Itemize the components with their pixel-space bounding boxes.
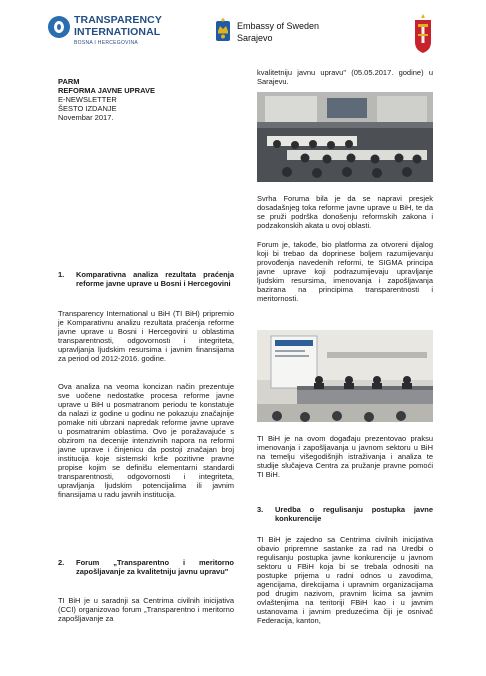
ti-name-line1: TRANSPARENCY <box>74 14 162 26</box>
section3-paragraph1: TI BiH je zajedno sa Centrima civilnih inicijativa obavio pripremne sastanke za rad na Uredbi o regulisanju postupka javne konkurencije u javnom sektoru u FBiH koja bi se trebala odnositi na postupke prijema u radni odnos u zavodima, agencijama, direkcijama i upravnim organizacijama pod drugim nazivom, pravnim licima sa javnim ovlaštenjima na teritoriji FBiH kao i u javnim ustanovama i javnim preduzećima čiji je osnivač Federacija, kanton, <box>257 535 433 625</box>
swedish-crown-icon <box>213 17 233 45</box>
ti-name <box>74 14 184 38</box>
ti-emblem-icon <box>48 16 70 38</box>
masthead-line4: ŠESTO IZDANJE <box>58 104 117 113</box>
transparency-international-logo <box>48 14 178 50</box>
section3-number: 3. <box>257 505 264 514</box>
section2-paragraph3: Forum je, takođe, bio platforma za otvoreni dijalog koji bi trebao da doprinese boljem razumijevanju provođenja navedenih reformi, te SIGMA principa javne uprave koji podrazumijevaju upravljanje ljudskim resursima, imenovanja i zapošljavanja bazirana na principima transparentnosti i meritornosti. <box>257 240 433 303</box>
masthead-line3: E-NEWSLETTER <box>58 95 117 104</box>
embassy-name: Embassy of Sweden <box>237 21 320 31</box>
embassy-city: Sarajevo <box>237 33 273 43</box>
ti-name-line2: INTERNATIONAL <box>74 26 161 38</box>
masthead-line2: REFORMA JAVNE UPRAVE <box>58 86 155 95</box>
forum-photo-audience <box>257 92 433 182</box>
embassy-of-sweden-logo <box>213 17 353 49</box>
section2-paragraph2: Svrha Foruma bila je da se napravi presjek dosadašnjeg toka reforme javne uprave u BiH, te da se pruži podrška donošenju reformskih zakona i podzakonskih akata u ovoj oblasti. <box>257 194 433 230</box>
section1-title: Komparativna analiza rezultata praćenja reforme javne uprave u Bosni i Hercegovini <box>76 270 234 288</box>
section2-paragraph1-continued: kvalitetniju javnu upravu" (05.05.2017. godine) u Sarajevu. <box>257 68 433 86</box>
section2-title: Forum „Transparentno i meritorno zapošljavanje za kvalitetniju javnu upravu" <box>76 558 234 576</box>
coat-of-arms-icon <box>412 14 434 54</box>
forum-photo-panel <box>257 330 433 422</box>
section1-number: 1. <box>58 270 65 279</box>
ti-subtitle: BOSNA I HERCEGOVINA <box>74 40 139 46</box>
masthead-date: Novembar 2017. <box>58 113 114 122</box>
section2-paragraph1: TI BiH je u saradnji sa Centrima civilnih inicijativa (CCI) organizovao forum „Transparentno i meritorno zapošljavanje za <box>58 596 234 623</box>
section3-title: Uredba o regulisanju postupka javne konkurencije <box>275 505 433 523</box>
section2-number: 2. <box>58 558 65 567</box>
section1-paragraph2: Ova analiza na veoma koncizan način prezentuje sve uočene nedostatke procesa reforme javne uprave u BiH u posmatranom periodu te konstatuje da nalazi iz godine u godinu ne pokazuju značajnije pomake niti ubrzani napredak reforme javne uprave u posmatranim oblastima. Ovo je poražavajuće s obzirom na decenije intenzivnih napora na reformi javne uprave i činjenicu da postoji značajan broj institucija koje sistemski kršе pozitivne pravne propise kojim se definišu elementarni standardi transparentnosti, odgovornosti i integriteta, upravljanja ljudskim potencijalima ili javnim finansijama u radu javnih institucija. <box>58 382 234 499</box>
masthead-line1: PARM <box>58 77 80 86</box>
section1-paragraph1: Transparency International u BiH (TI BiH) pripremio je Komparativnu analizu rezultata praćenja reforme javne uprave u Bosni i Hercegovini u oblastima transparentnosti, odgovornosti i integriteta, upravljanja ljudskim resursima i javnim finansijama za period od 2012-2016. godine. <box>58 309 234 363</box>
masthead <box>58 77 218 122</box>
section2-paragraph4: TI BiH je na ovom događaju prezentovao praksu imenovanja i zapošljavanja u javnom sektoru u BiH na temelju višegodišnjih istraživanja i analiza te studije slučajeva Centra za pružanje pravne pomoći TI BiH. <box>257 434 433 479</box>
